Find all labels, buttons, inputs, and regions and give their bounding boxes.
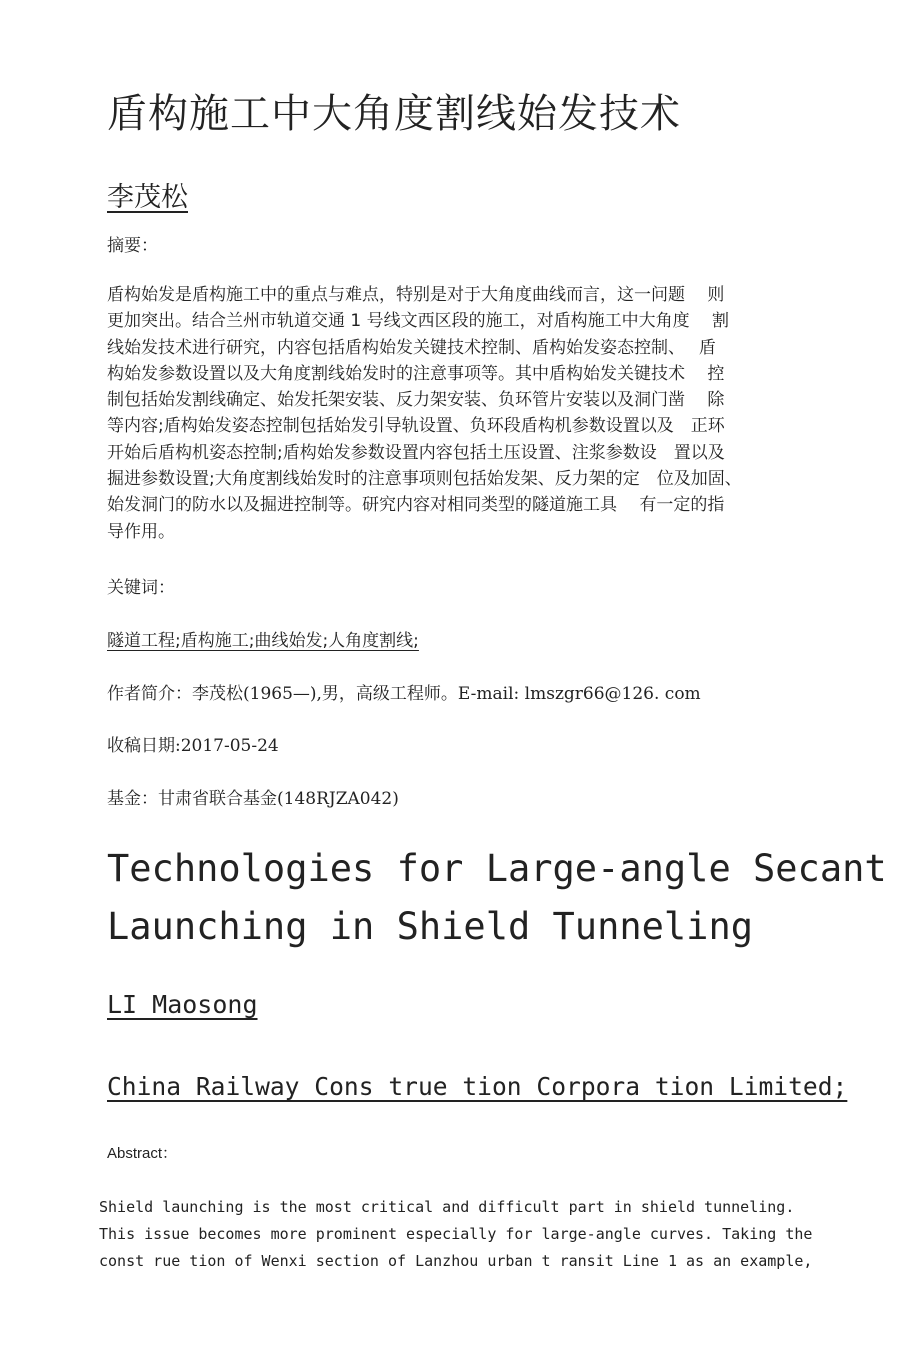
author-name-cn[interactable]: 李茂松 <box>107 182 188 213</box>
keywords-links-cn[interactable]: 隧道工程;盾构施工;曲线始发;人角度割线; <box>107 631 419 651</box>
abstract-cn-line: 导作用。 <box>107 521 175 542</box>
fund-cn: 基金：甘肃省联合基金(148RJZA042) <box>107 789 399 809</box>
abstract-cn-line: 掘进参数设置;大角度割线始发时的注意事项则包括始发架、反力架的定 位及加固、 <box>107 469 742 490</box>
page-title-en <box>107 840 887 956</box>
received-date-cn: 收稿日期:2017-05-24 <box>107 736 279 756</box>
abstract-cn-line: 构始发参数设置以及大角度割线始发时的注意事项等。其中盾构始发关键技术 控 <box>107 363 725 384</box>
abstract-en-line: This issue becomes more prominent especially for large-angle curves. Taking the <box>99 1225 813 1243</box>
abstract-body-en <box>99 1194 819 1275</box>
abstract-cn-line: 线始发技术进行研究，内容包括盾构始发关键技术控制、盾构始发姿态控制、 盾 <box>107 337 716 358</box>
keywords-label-cn: 关键词： <box>107 578 175 598</box>
abstract-en-line: Shield launching is the most critical and difficult part in shield tunneling. <box>99 1198 795 1216</box>
abstract-body-cn <box>107 282 835 545</box>
abstract-cn-line: 盾构始发是盾构施工中的重点与难点，特别是对于大角度曲线而言，这一问题 则 <box>107 285 725 305</box>
abstract-label-cn: 摘要： <box>107 236 158 256</box>
page-title-cn: 盾构施工中大角度割线始发技术 <box>107 91 681 137</box>
title-en-line: Launching in Shield Tunneling <box>107 905 754 948</box>
author-name-en[interactable]: LI Maosong <box>107 990 258 1019</box>
title-en-line: Technologies for Large-angle Secant <box>107 847 887 890</box>
affiliation-en[interactable]: China Railway Cons true tion Corpora tion Limited; <box>107 1072 848 1101</box>
abstract-cn-line: 等内容;盾构始发姿态控制包括始发引导轨设置、负环段盾构机参数设置以及 正环 <box>107 416 725 437</box>
abstract-en-line: const rue tion of Wenxi section of Lanzhou urban t ransit Line 1 as an example, <box>99 1252 813 1270</box>
abstract-cn-line: 开始后盾构机姿态控制;盾构始发参数设置内容包括土压设置、注浆参数设 置以及 <box>107 442 725 463</box>
abstract-cn-line: 始发洞门的防水以及掘进控制等。研究内容对相同类型的隧道施工具 有一定的指 <box>107 495 725 516</box>
abstract-cn-line: 更加突出。结合兰州市轨道交通 1 号线文西区段的施工，对盾构施工中大角度 割 <box>107 311 730 332</box>
author-bio-cn: 作者简介：李茂松(1965—),男，高级工程师。E-mail: lmszgr66@126. com <box>107 684 701 704</box>
abstract-label-en: Abstract： <box>107 1145 178 1162</box>
abstract-cn-line: 制包括始发割线确定、始发托架安装、反力架安装、负环管片安装以及洞门凿 除 <box>107 390 725 411</box>
